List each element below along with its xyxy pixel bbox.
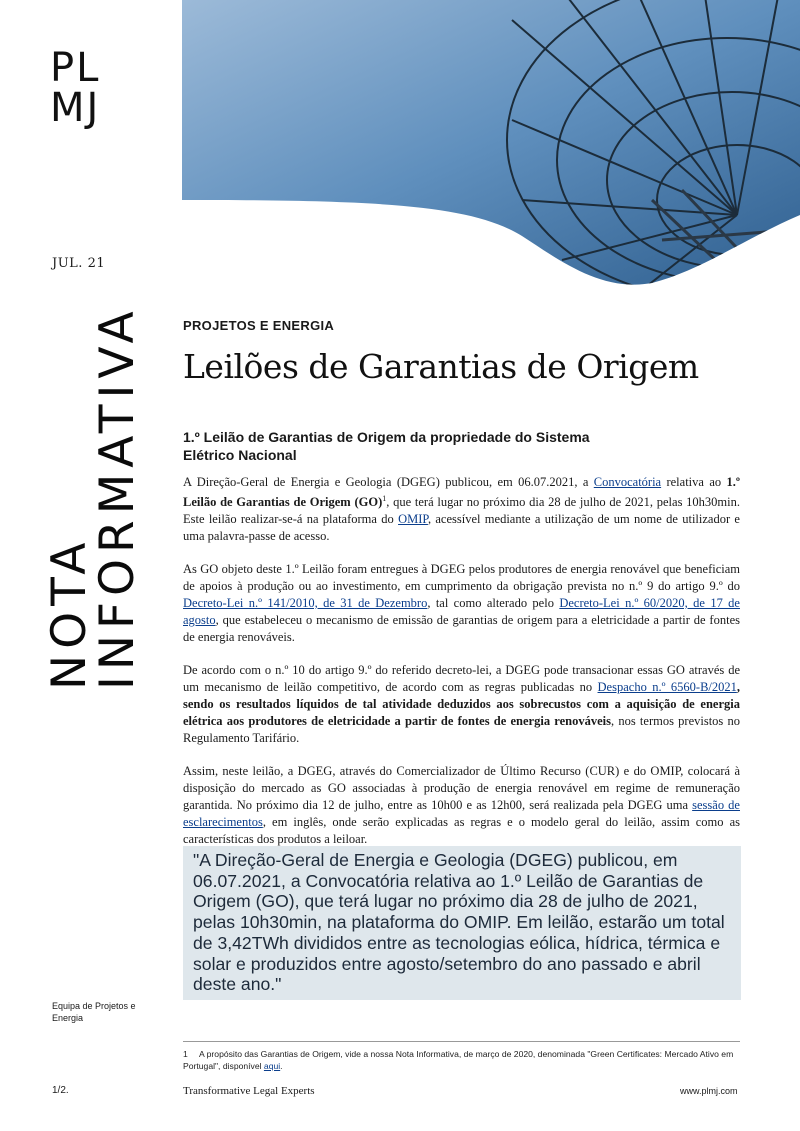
hero-image-satellite-dish: [182, 0, 800, 285]
page-title: Leilões de Garantias de Origem: [183, 347, 699, 386]
paragraph-4: [183, 763, 740, 847]
paragraph-text: , acessível mediante a utilização de um nome de utilizador e uma palavra-passe de acesso.: [183, 511, 740, 543]
paragraph-text: , que terá lugar no próximo dia 28 de julho de 2021, pelas 10h30min. Este leilão realizar-se-á na plataforma do: [183, 494, 740, 526]
bold-text: , sendo os resultados líquidos de tal atividade deduzidos aos sobrecustos com a aquisição de energia elétrica aos produtores de eletricidade a partir de fontes de energia renováveis: [183, 680, 740, 728]
paragraph-1: [183, 474, 740, 544]
plmj-logo: [50, 45, 140, 131]
paragraph-text: De acordo com o n.º 10 do artigo 9.º do referido decreto-lei, a DGEG pode transacionar essas GO através de um mecanismo de leilão competitivo, de acordo com as regras publicadas no: [183, 663, 740, 695]
team-credit: Equipa de Projetos e Energia: [52, 1001, 136, 1023]
footnote-link[interactable]: aqui: [263, 1061, 281, 1071]
pull-quote: "A Direção-Geral de Energia e Geologia (DGEG) publicou, em 06.07.2021, a Convocatória relativa ao 1.º Leilão de Garantias de Origem (GO), que terá lugar no próximo dia 28 de julho de 2021, pelas 10h30min, na plataforma do OMIP. Em leilão, estarão um total de 3,42TWh divididos entre as tecnologias eólica, hídrica, térmica e solar e produzidos entre agosto/setembro do ano passado e abril deste ano.": [183, 846, 741, 1000]
paragraph-text: , que estabeleceu o mecanismo de emissão de garantias de origem para a eletricidade a partir de fontes de energia renováveis.: [183, 612, 740, 644]
article-body: [183, 474, 740, 864]
vertical-heading-line-2: INFORMATIVA: [90, 305, 145, 690]
paragraph-2: [183, 561, 740, 645]
footnote-end: .: [280, 1061, 283, 1071]
article-subtitle: 1.º Leilão de Garantias de Origem da propriedade do Sistema Elétrico Nacional: [183, 429, 590, 463]
vertical-heading-line-1: NOTA: [42, 536, 97, 690]
despacho-link[interactable]: Despacho n.º 6560-B/2021: [597, 680, 737, 695]
omip-link[interactable]: OMIP: [398, 511, 428, 526]
page-number: 1/2.: [52, 1085, 69, 1096]
footnote: [183, 1048, 740, 1072]
footnote-divider: [183, 1041, 740, 1042]
convocatoria-link[interactable]: Convocatória: [593, 475, 662, 489]
paragraph-text: , tal como alterado pelo: [427, 595, 560, 610]
publication-date: JUL. 21: [52, 256, 106, 271]
paragraph-3: [183, 662, 740, 746]
decreto-lei-141-link[interactable]: Decreto-Lei n.º 141/2010, de 31 de Dezembro: [183, 595, 428, 610]
sessao-esclarecimentos-link[interactable]: sessão de esclarecimentos: [183, 797, 740, 829]
logo-line-1: PL: [50, 45, 101, 91]
vertical-heading: [42, 305, 145, 690]
footer-tagline: Transformative Legal Experts: [183, 1085, 315, 1097]
footnote-text: A propósito das Garantias de Origem, vide a nossa Nota Informativa, de março de 2020, denominada "Green Certificates: Mercado Ativo em Portugal", disponível: [183, 1049, 734, 1071]
bold-text: 1.º Leilão de Garantias de Origem (GO): [183, 475, 740, 509]
footnote-marker: 1: [382, 493, 387, 503]
paragraph-text: relativa ao: [661, 475, 727, 489]
footnote-number: 1: [183, 1049, 188, 1059]
paragraph-text: Assim, neste leilão, a DGEG, através do Comercializador de Último Recurso (CUR) e do OMIP, colocará à disposição do mercado as GO associadas à produção de energia renovável em regime de remuneração garantida. No próximo dia 12 de julho, entre as 10h00 e as 12h00, será realizada pela DGEG uma: [183, 764, 740, 812]
footer-url[interactable]: www.plmj.com: [680, 1086, 738, 1096]
decreto-lei-60-link[interactable]: Decreto-Lei n.º 60/2020, de 17 de agosto: [183, 595, 740, 627]
paragraph-text: , nos termos previstos no Regulamento Tarifário.: [183, 713, 741, 745]
paragraph-text: , em inglês, onde serão explicadas as regras e o modelo geral do leilão, assim como as características dos produtos a leiloar.: [183, 814, 740, 846]
paragraph-text: As GO objeto deste 1.º Leilão foram entregues à DGEG pelos produtores de energia renovável que beneficiam de apoios à produção ou ao investimento, em cumprimento da obrigação prevista no n.º 9 do artigo 9.º do: [183, 562, 740, 594]
paragraph-text: A Direção-Geral de Energia e Geologia (DGEG) publicou, em 06.07.2021, a: [183, 475, 594, 489]
section-label: PROJETOS E ENERGIA: [183, 318, 335, 333]
logo-line-2: MJ: [50, 85, 101, 131]
